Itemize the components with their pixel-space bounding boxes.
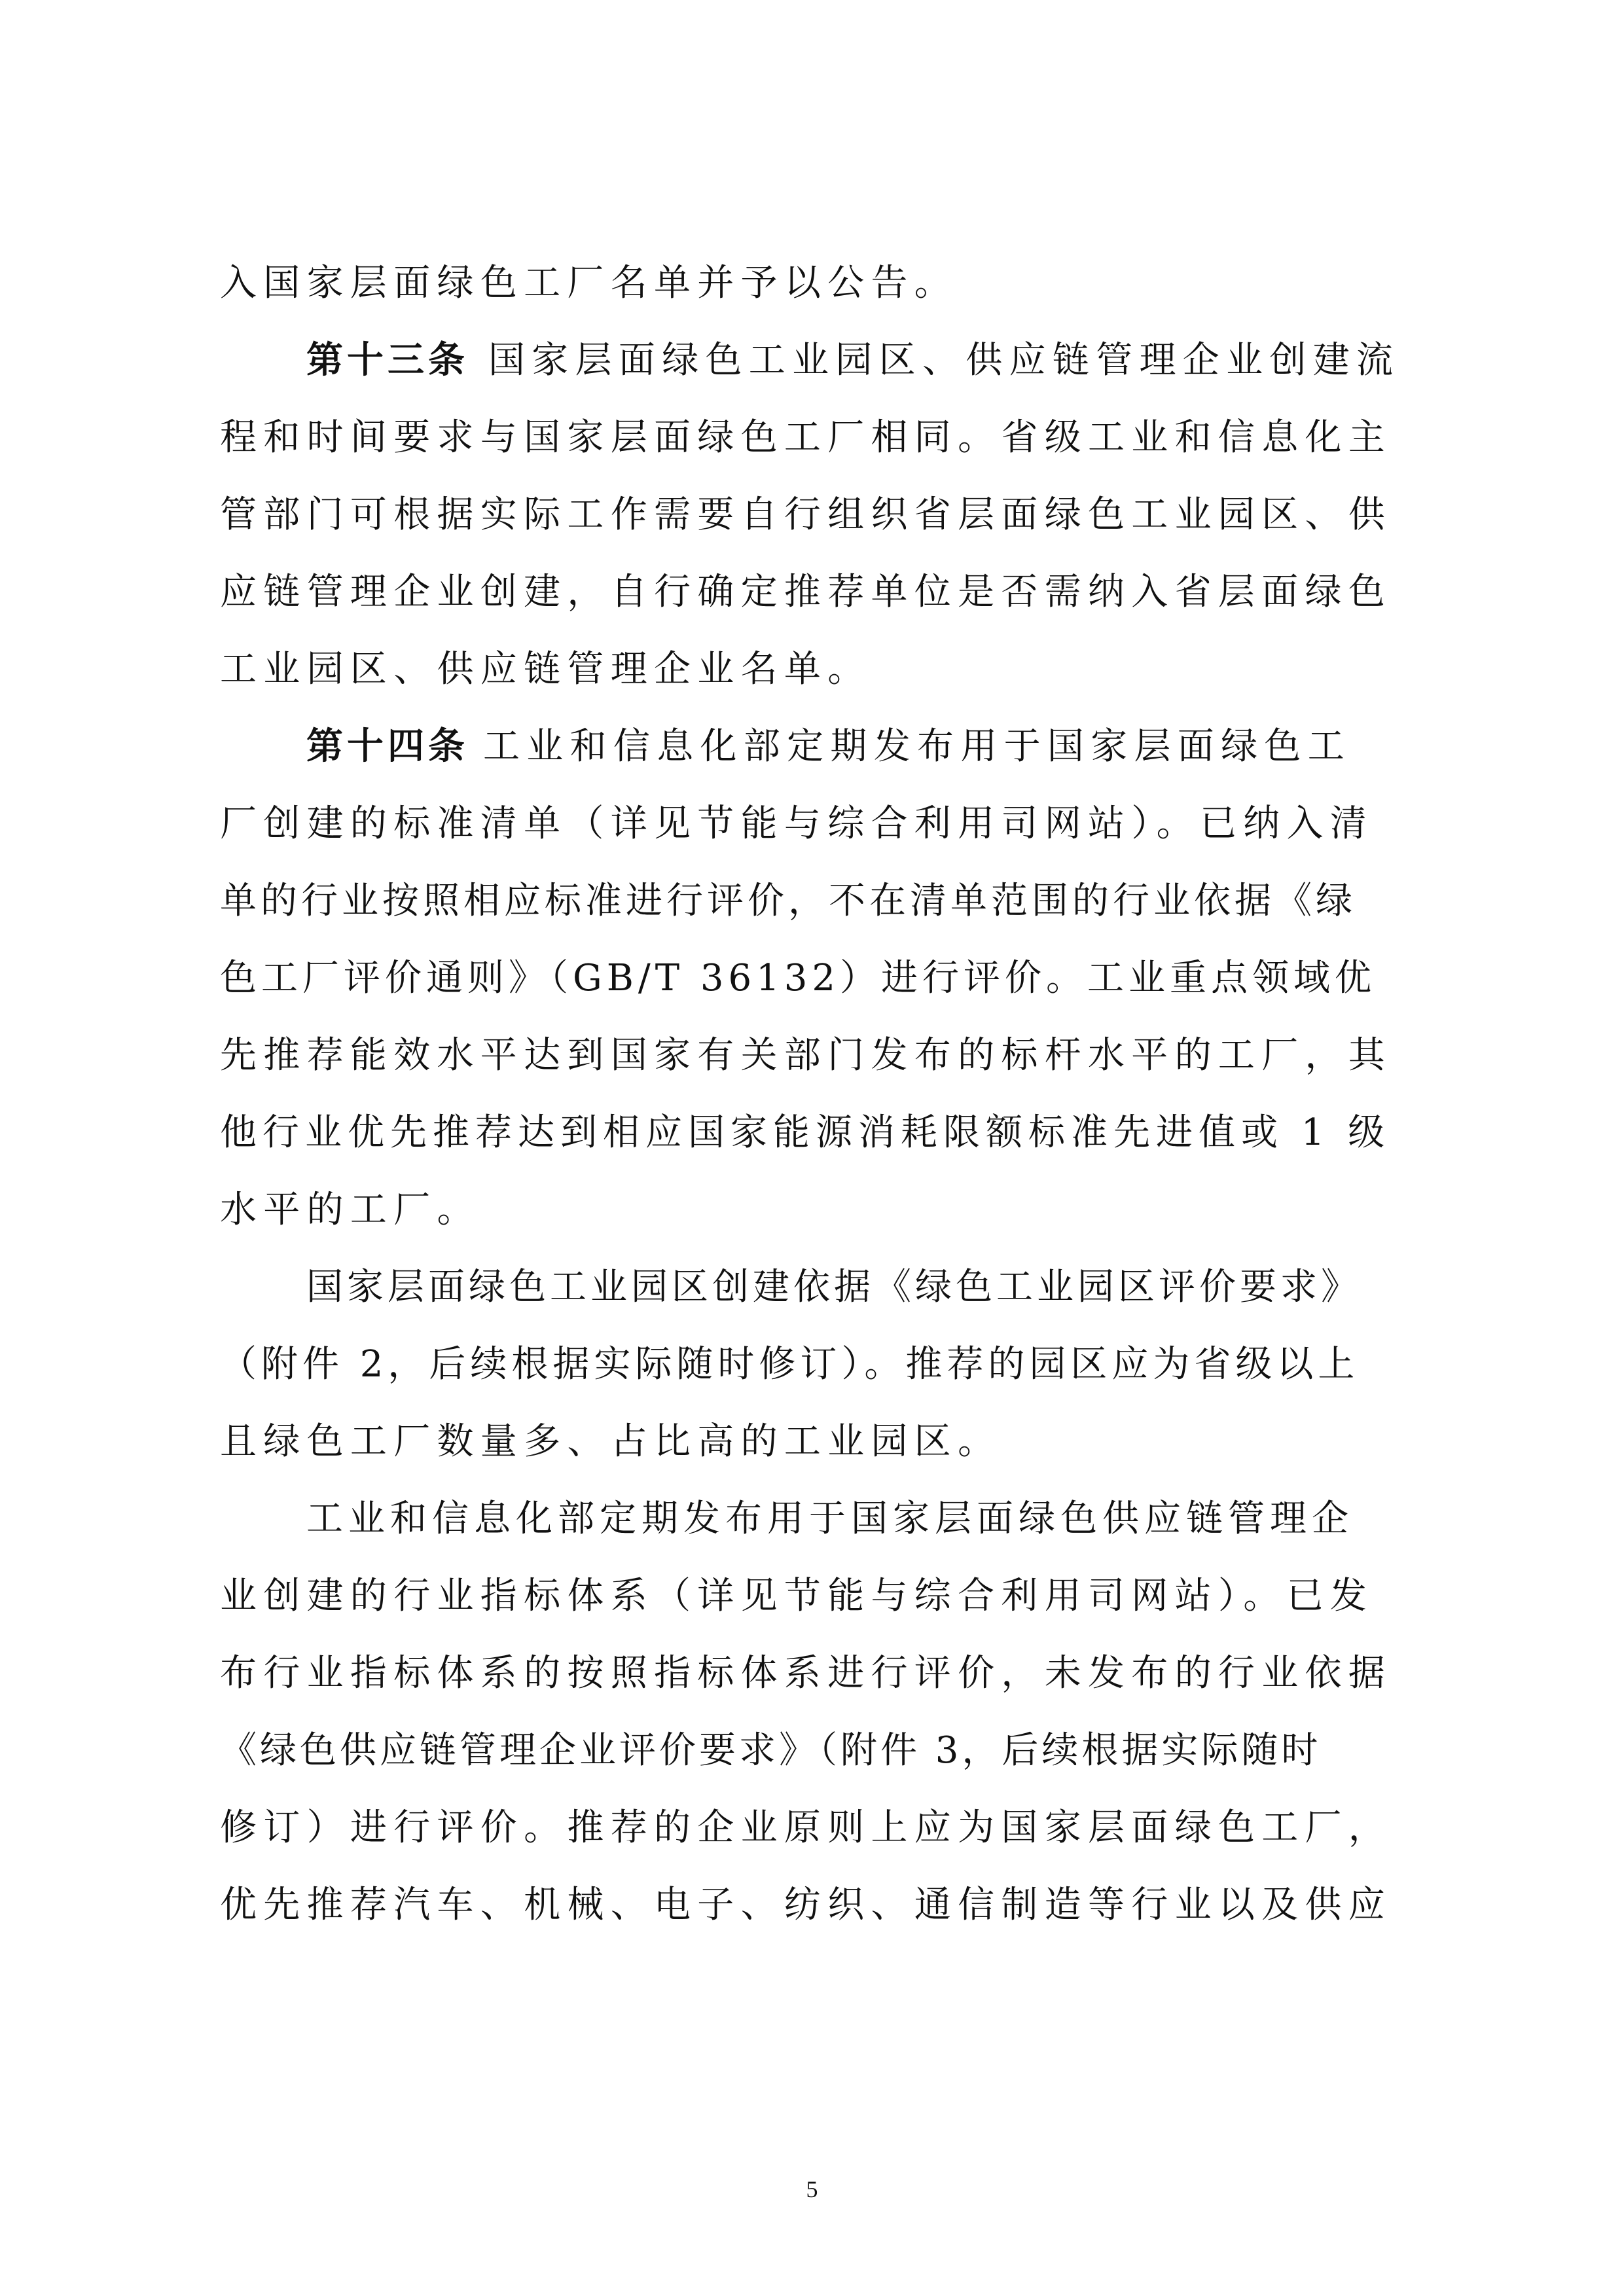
text-line: 管部门可根据实际工作需要自行组织省层面绿色工业园区、供	[220, 493, 1392, 536]
text-line: 《绿色供应链管理企业评价要求》（附件 3，后续根据实际随时	[220, 1729, 1322, 1772]
text-line: 先推荐能效水平达到国家有关部门发布的标杆水平的工厂，其	[220, 1034, 1392, 1077]
article-14-label: 第十四条	[306, 725, 469, 768]
article-14-first-line	[306, 717, 1351, 776]
text-line: 水平的工厂。	[220, 1189, 480, 1231]
text-line: 优先推荐汽车、机械、电子、纺织、通信制造等行业以及供应	[220, 1884, 1392, 1926]
article-13-label: 第十三条	[306, 339, 469, 382]
text-line: 且绿色工厂数量多、占比高的工业园区。	[220, 1420, 1001, 1463]
text-line: 程和时间要求与国家层面绿色工厂相同。省级工业和信息化主	[220, 416, 1392, 459]
text-line: 单的行业按照相应标准进行评价，不在清单范围的行业依据《绿	[220, 880, 1356, 922]
text-line: 他行业优先推荐达到相应国家能源消耗限额标准先进值或 1 级	[220, 1111, 1391, 1154]
text-line: 国家层面绿色工业园区创建依据《绿色工业园区评价要求》	[306, 1266, 1362, 1308]
text-line: 工业和信息化部定期发布用于国家层面绿色工	[483, 725, 1351, 768]
text-line: 国家层面绿色工业园区、供应链管理企业创建流	[488, 339, 1400, 382]
text-line: 厂创建的标准清单（详见节能与综合利用司网站）。已纳入清	[220, 802, 1374, 845]
text-line: 色工厂评价通则》（GB/T 36132）进行评价。工业重点领域优	[220, 957, 1377, 999]
article-13-first-line	[306, 331, 1399, 390]
text-line: 入国家层面绿色工厂名单并予以公告。	[220, 262, 958, 304]
text-line: 修订）进行评价。推荐的企业原则上应为国家层面绿色工厂，	[220, 1806, 1392, 1849]
text-line: 业创建的行业指标体系（详见节能与综合利用司网站）。已发	[220, 1575, 1374, 1617]
text-line: 工业和信息化部定期发布用于国家层面绿色供应链管理企	[306, 1498, 1354, 1540]
page-number: 5	[806, 2176, 818, 2202]
text-line: 应链管理企业创建，自行确定推荐单位是否需纳入省层面绿色	[220, 571, 1392, 613]
text-line: （附件 2，后续根据实际随时修订）。推荐的园区应为省级以上	[220, 1343, 1360, 1386]
text-line: 布行业指标体系的按照指标体系进行评价，未发布的行业依据	[220, 1652, 1392, 1695]
text-line: 工业园区、供应链管理企业名单。	[220, 648, 871, 691]
